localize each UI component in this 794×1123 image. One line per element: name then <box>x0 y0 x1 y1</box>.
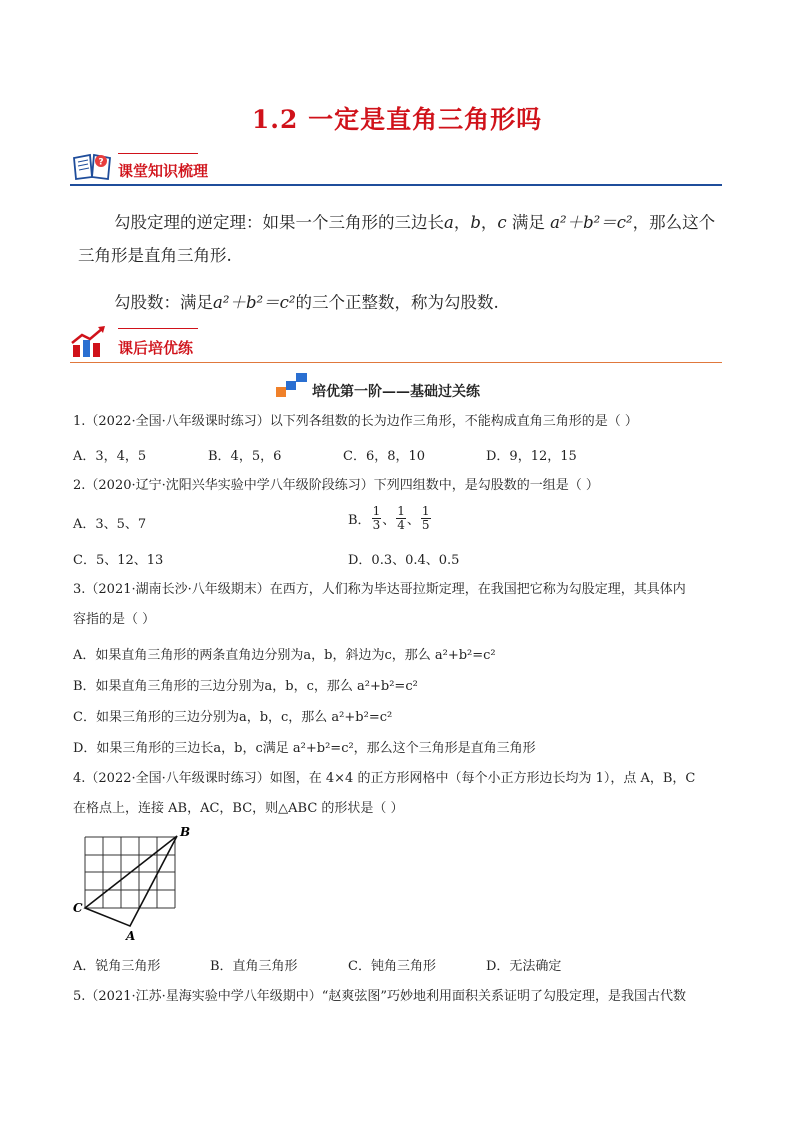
separator: 、 <box>406 512 420 528</box>
q2-option-a: A．3、5、7 <box>73 517 147 532</box>
theorem-text-2: 满足 <box>511 213 545 232</box>
pythagorean-expression: a²＋b²＝c² <box>550 213 633 232</box>
q2-option-c: C．5、12、13 <box>73 553 164 568</box>
section-divider-2 <box>70 362 722 363</box>
section-accent-line <box>118 153 198 154</box>
q3-option-a: A．如果直角三角形的两条直角边分别为a，b，斜边为c，那么 a²+b²=c² <box>73 648 496 663</box>
q4-option-c: C．钝角三角形 <box>348 959 436 974</box>
pythagorean-expression-2: a²＋b²＝c² <box>213 293 296 312</box>
question-4-stem-line1: 4.（2022·全国·八年级课时练习）如图，在 4×4 的正方形网格中（每个小正方形边长均为 1），点 A，B，C <box>73 771 696 786</box>
section-heading-practice: 课后培优练 <box>118 339 194 357</box>
question-3-stem-line1: 3.（2021·湖南长沙·八年级期末）在西方，人们称为毕达哥拉斯定理，在我国把它称为勾股定理，其具体内 <box>73 582 686 597</box>
q2-option-b-label: B． <box>348 512 371 528</box>
theorem-text-3: ，那么这个三角形是直角三角形. <box>78 213 716 265</box>
stairs-icon <box>275 372 309 398</box>
q1-option-b: B．4，5，6 <box>208 449 282 464</box>
book-icon <box>72 150 112 182</box>
var-c: c <box>497 213 507 232</box>
fraction-1 <box>372 505 382 531</box>
separator: ， <box>453 213 471 232</box>
q3-option-d: D．如果三角形的三边长a，b，c满足 a²+b²=c²，那么这个三角形是直角三角形 <box>73 741 536 756</box>
fraction-denominator: 3 <box>372 517 381 532</box>
question-4-stem-line2: 在格点上，连接 AB，AC，BC，则△ABC 的形状是（ ） <box>73 801 404 816</box>
point-label-c: C <box>73 901 83 915</box>
theorem-paragraph <box>78 206 728 272</box>
question-1-stem: 1.（2022·全国·八年级课时练习）以下列各组数的长为边作三角形，不能构成直角三角形的是（ ） <box>73 414 638 429</box>
fraction-2 <box>396 505 406 531</box>
separator: 、 <box>382 512 396 528</box>
q3-option-c: C．如果三角形的三边分别为a，b，c，那么 a²+b²=c² <box>73 710 393 725</box>
q4-option-b: B．直角三角形 <box>210 959 298 974</box>
var-b: b <box>470 213 481 232</box>
q4-option-d: D．无法确定 <box>486 959 562 974</box>
q1-option-d: D．9，12，15 <box>486 449 577 464</box>
question-5-stem: 5.（2021·江苏·星海实验中学八年级期中）“赵爽弦图”巧妙地利用面积关系证明了勾股定理，是我国古代数 <box>73 989 687 1004</box>
question-3-stem-line2: 容指的是（ ） <box>73 612 156 627</box>
question-2-stem: 2.（2020·辽宁·沈阳兴华实验中学八年级阶段练习）下列四组数中，是勾股数的一组是（ ） <box>73 478 599 493</box>
fraction-3 <box>421 505 431 531</box>
q1-option-a: A．3，4，5 <box>73 449 147 464</box>
growth-chart-icon <box>70 325 110 359</box>
section-heading-knowledge: 课堂知识梳理 <box>118 162 209 180</box>
page-title: 1.2 一定是直角三角形吗 <box>251 105 543 134</box>
q2-option-b <box>348 505 432 531</box>
triangle-abc <box>85 836 177 926</box>
q4-option-a: A．锐角三角形 <box>73 959 161 974</box>
triple-tail: 的三个正整数，称为勾股数. <box>295 293 499 312</box>
var-a: a <box>444 213 454 232</box>
point-label-a: A <box>126 929 136 943</box>
section-accent-line-2 <box>118 328 198 329</box>
theorem-lead: 勾股定理的逆定理： <box>114 213 263 232</box>
separator: ， <box>480 213 498 232</box>
svg-text:?: ? <box>98 157 104 168</box>
fraction-numerator: 1 <box>372 504 381 518</box>
triple-lead: 勾股数：满足 <box>114 293 213 312</box>
theorem-text: 如果一个三角形的三边长 <box>262 213 444 232</box>
q2-option-d: D．0.3、0.4、0.5 <box>348 553 460 568</box>
fraction-numerator: 1 <box>397 504 405 518</box>
pythagorean-triple-paragraph <box>78 291 728 316</box>
q1-option-c: C．6，8，10 <box>343 449 426 464</box>
level-subheading: 培优第一阶——基础过关练 <box>312 384 480 400</box>
section-divider <box>70 184 722 186</box>
fraction-denominator: 5 <box>421 517 430 532</box>
q4-grid-figure <box>70 826 196 946</box>
fraction-denominator: 4 <box>397 517 405 532</box>
fraction-numerator: 1 <box>421 504 430 518</box>
point-label-b: B <box>180 826 191 839</box>
q3-option-b: B．如果直角三角形的三边分别为a，b，c，那么 a²+b²=c² <box>73 679 418 694</box>
